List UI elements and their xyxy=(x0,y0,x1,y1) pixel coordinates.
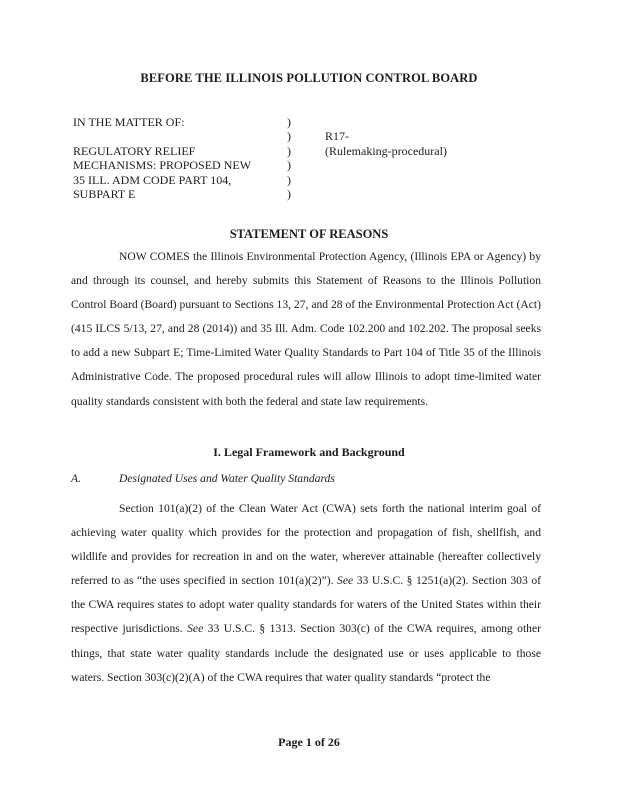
caption-spacer xyxy=(73,129,283,143)
page-number: Page 1 of 26 xyxy=(278,735,340,749)
subsection-heading xyxy=(71,472,335,485)
caption-line: 35 ILL. ADM CODE PART 104, xyxy=(73,172,232,187)
docket-number: R17- xyxy=(325,129,349,144)
caption-line: SUBPART E xyxy=(73,187,136,202)
docket-type: (Rulemaking-procedural) xyxy=(325,143,447,158)
caption-paren: ) xyxy=(287,143,291,158)
citation-signal: See xyxy=(187,622,204,636)
citation-signal: See xyxy=(337,574,354,588)
caption-paren: ) xyxy=(287,129,291,144)
board-heading: BEFORE THE ILLINOIS POLLUTION CONTROL BOARD xyxy=(140,71,478,85)
body-text: 33 U.S.C. § 1251(a)(2). Section 303 of the CWA requires states to adopt water quality standards for waters of the United States within their respective jurisdictions. xyxy=(71,574,541,636)
caption-docket-block xyxy=(325,129,525,158)
body-paragraph xyxy=(71,497,541,690)
caption-paren: ) xyxy=(287,187,291,202)
caption-paren: ) xyxy=(287,115,291,129)
caption-paren: ) xyxy=(287,158,291,173)
caption-paren: ) xyxy=(287,172,291,187)
caption-matter-block xyxy=(73,115,283,201)
caption-line: MECHANISMS: PROPOSED NEW xyxy=(73,158,252,173)
caption-in-the-matter: IN THE MATTER OF: xyxy=(73,115,185,129)
section-heading: I. Legal Framework and Background xyxy=(213,445,405,459)
statement-title: STATEMENT OF REASONS xyxy=(229,227,389,241)
caption-line: REGULATORY RELIEF xyxy=(73,143,196,158)
caption-parentheses xyxy=(287,115,299,201)
body-text: 33 U.S.C. § 1313. Section 303(c) of the CWA requires, among other things, that state water quality standards include the designated use or uses applicable to those waters. Section 303(c)(2)(A) of the CWA requires that water quality standards “protect the xyxy=(71,622,541,684)
subsection-title: Designated Uses and Water Quality Standards xyxy=(119,472,335,485)
subsection-letter: A. xyxy=(71,472,81,485)
intro-paragraph: NOW COMES the Illinois Environmental Protection Agency, (Illinois EPA or Agency) by and through its counsel, and hereby submits this Statement of Reasons to the Illinois Pollution Control Board (Board) pursuant to Sections 13, 27, and 28 of the Environmental Protection Act (Act) (415 ILCS 5/13, 27, and 28 (2014)) and 35 Ill. Adm. Code 102.200 and 102.202. The proposal seeks to add a new Subpart E; Time-Limited Water Quality Standards to Part 104 of Title 35 of the Illinois Administrative Code. The proposed procedural rules will allow Illinois to adopt time-limited water quality standards consistent with both the federal and state law requirements. xyxy=(71,250,541,408)
body-text: Section 101(a)(2) of the Clean Water Act (CWA) sets forth the national interim goal of achieving water quality which provides for the protection and propagation of fish, shellfish, and wildlife and provides for recreation in and on the water, wherever attainable (hereafter collectively referred to as “the uses specified in section 101(a)(2)”). xyxy=(71,502,541,588)
